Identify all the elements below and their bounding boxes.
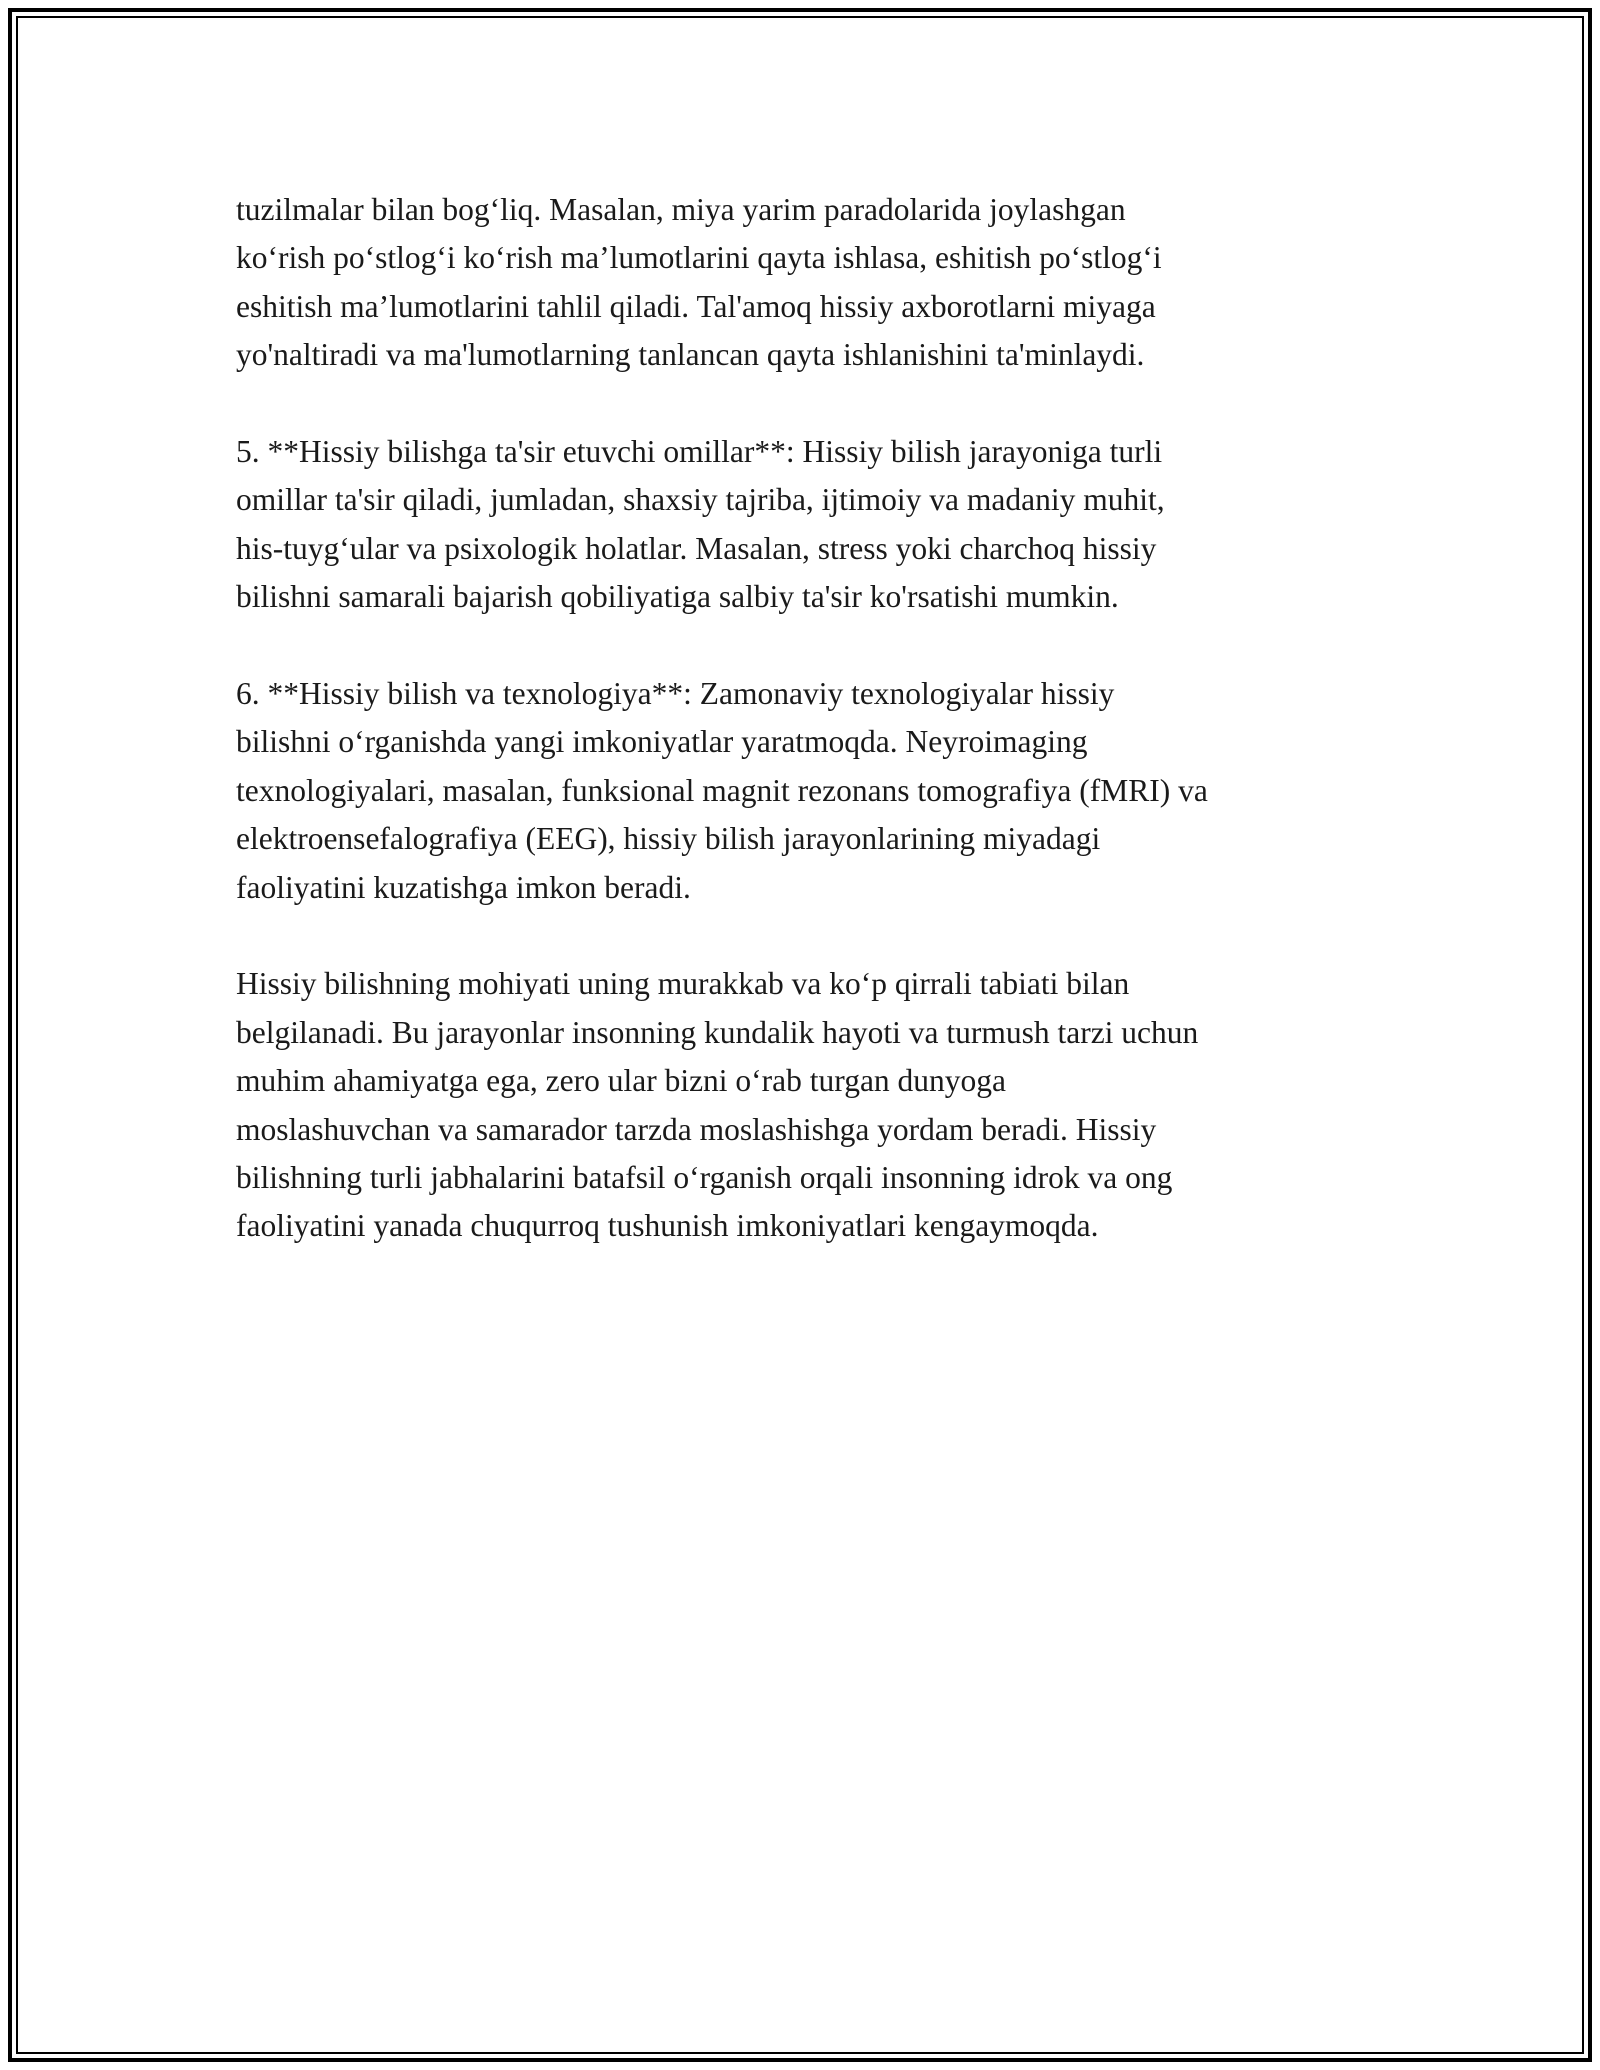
document-body [236, 186, 1396, 1299]
paragraph-technology [236, 670, 1396, 912]
text-line: muhim ahamiyatga ega, zero ular bizni o‘rab turgan dunyoga [236, 1063, 1007, 1099]
text-line: tuzilmalar bilan bog‘liq. Masalan, miya yarim paradolarida joylashgan [236, 192, 1126, 227]
text-line: texnologiyalari, masalan, funksional magnit rezonans tomografiya (fMRI) va [236, 772, 1208, 808]
text-line: his-tuyg‘ular va psixologik holatlar. Masalan, stress yoki charchoq hissiy [236, 530, 1157, 566]
text-line: bilishni o‘rganishda yangi imkoniyatlar yaratmoqda. Neyroimaging [236, 724, 1088, 760]
text-line: bilishning turli jabhalarini batafsil o‘rganish orqali insonning idrok va ong [236, 1160, 1173, 1196]
text-line: faoliyatini yanada chuqurroq tushunish imkoniyatlari kengaymoqda. [236, 1208, 1099, 1244]
text-line: faoliyatini kuzatishga imkon beradi. [236, 869, 691, 905]
text-line: elektroensefalografiya (EEG), hissiy bilish jarayonlarining miyadagi [236, 821, 1101, 857]
text-line: yo'naltiradi va ma'lumotlarning tanlancan qayta ishlanishini ta'minlaydi. [236, 337, 1145, 373]
text-line: omillar ta'sir qiladi, jumladan, shaxsiy tajriba, ijtimoiy va madaniy muhit, [236, 482, 1165, 518]
text-line: moslashuvchan va samarador tarzda moslashishga yordam beradi. Hissiy [236, 1111, 1157, 1147]
text-line: Hissiy bilishning mohiyati uning murakkab va ko‘p qirrali tabiati bilan [236, 966, 1130, 1002]
paragraph-brain-structures [236, 186, 1396, 380]
text-line: 6. **Hissiy bilish va texnologiya**: Zamonaviy texnologiyalar hissiy [236, 676, 1115, 712]
paragraph-influencing-factors [236, 428, 1396, 622]
text-line: ko‘rish po‘stlog‘i ko‘rish ma’lumotlarini qayta ishlasa, eshitish po‘stlog‘i [236, 240, 1162, 276]
text-line: belgilanadi. Bu jarayonlar insonning kundalik hayoti va turmush tarzi uchun [236, 1014, 1199, 1050]
text-line: bilishni samarali bajarish qobiliyatiga salbiy ta'sir ko'rsatishi mumkin. [236, 579, 1119, 615]
text-line: 5. **Hissiy bilishga ta'sir etuvchi omillar**: Hissiy bilish jarayoniga turli [236, 434, 1163, 470]
text-line: eshitish ma’lumotlarini tahlil qiladi. Tal'amoq hissiy axborotlarni miyaga [236, 288, 1156, 324]
paragraph-conclusion [236, 960, 1396, 1250]
